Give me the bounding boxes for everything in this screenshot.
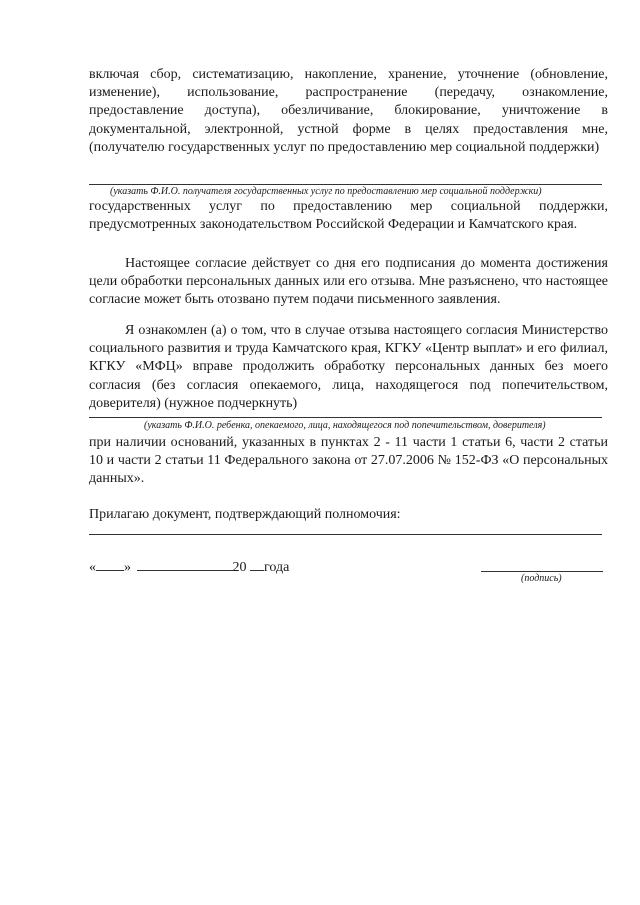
date-open-quote: « <box>89 560 96 575</box>
consent-paragraph-legal-basis: при наличии оснований, указанных в пунктах 2 - 11 части 1 статьи 6, части 2 статьи 10 и части 2 статьи 11 Федерального закона от 27.07.2006 № 152-ФЗ «О персональных данных». <box>89 435 608 487</box>
dependent-name-line <box>89 417 602 418</box>
date-year-suffix: года <box>264 560 290 575</box>
recipient-name-line <box>89 184 602 185</box>
date-century: 20 <box>232 560 247 575</box>
consent-paragraph-validity: Настоящее согласие действует со дня его подписания до момента достижения цели обработки персональных данных или его отзыва. Мне разъяснено, что настоящее согласие может быть отозвано путем подачи письменного заявления. <box>89 256 608 308</box>
attached-document-label: Прилагаю документ, подтверждающий полномочия: <box>89 507 401 522</box>
consent-paragraph-processing-actions: включая сбор, систематизацию, накопление, хранение, уточнение (обновление, изменение), использование, распространение (передачу, ознакомление, предоставление доступа), обезличивание, блокирование, уничтожение в документальной, электронной, устной форме в целях предоставления мне, (получателю государственных услуг по предоставлению мер социальной поддержки) <box>89 67 608 155</box>
signature-line <box>481 571 603 572</box>
dependent-name-caption: (указать Ф.И.О. ребенка, опекаемого, лица, находящегося под попечительством, доверителя) <box>144 420 546 431</box>
year-blank <box>250 556 264 571</box>
date-close-quote: » <box>124 560 131 575</box>
date-field <box>89 556 289 577</box>
day-blank <box>96 556 124 571</box>
attached-document-line <box>89 534 602 535</box>
consent-paragraph-withdrawal: Я ознакомлен (а) о том, что в случае отзыва настоящего согласия Министерство социального развития и труда Камчатского края, КГКУ «Центр выплат» и его филиал, КГКУ «МФЦ» вправе продолжить обработку персональных данных без моего согласия (без согласия опекаемого, лица, находящегося под попечительством, доверителя) (нужное подчеркнуть) <box>89 323 608 411</box>
recipient-name-caption: (указать Ф.И.О. получателя государственных услуг по предоставлению мер социальной поддержки) <box>110 186 542 197</box>
signature-caption: (подпись) <box>521 573 562 584</box>
month-blank <box>137 556 233 571</box>
consent-paragraph-services: государственных услуг по предоставлению мер социальной поддержки, предусмотренных законодательством Российской Федерации и Камчатского края. <box>89 199 608 233</box>
